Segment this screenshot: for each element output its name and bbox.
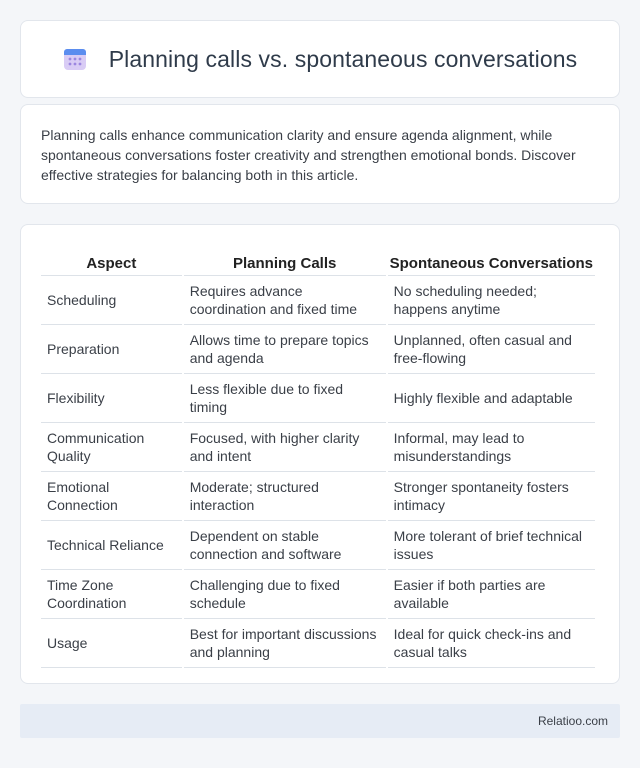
table-row — [41, 374, 595, 423]
planning-cell: Moderate; structured interaction — [184, 472, 386, 521]
table-row — [41, 472, 595, 521]
table-header-row — [41, 244, 595, 276]
planning-cell: Dependent on stable connection and software — [184, 521, 386, 570]
table-row — [41, 570, 595, 619]
table-row — [41, 423, 595, 472]
title-wrap — [63, 46, 578, 73]
title-card — [20, 20, 620, 98]
spontaneous-cell: More tolerant of brief technical issues — [388, 521, 595, 570]
spontaneous-cell: Highly flexible and adaptable — [388, 374, 595, 423]
planning-cell: Focused, with higher clarity and intent — [184, 423, 386, 472]
table-row — [41, 276, 595, 325]
aspect-cell: Emotional Connection — [41, 472, 182, 521]
aspect-cell: Preparation — [41, 325, 182, 374]
aspect-cell: Scheduling — [41, 276, 182, 325]
comparison-table — [39, 244, 597, 668]
comparison-card — [20, 224, 620, 684]
aspect-cell: Technical Reliance — [41, 521, 182, 570]
spontaneous-cell: No scheduling needed; happens anytime — [388, 276, 595, 325]
header-planning-calls: Planning Calls — [184, 244, 386, 276]
calendar-icon — [63, 47, 87, 71]
aspect-cell: Communication Quality — [41, 423, 182, 472]
table-row — [41, 521, 595, 570]
planning-cell: Allows time to prepare topics and agenda — [184, 325, 386, 374]
header-aspect: Aspect — [41, 244, 182, 276]
footer-bar — [20, 704, 620, 738]
spontaneous-cell: Informal, may lead to misunderstandings — [388, 423, 595, 472]
spontaneous-cell: Stronger spontaneity fosters intimacy — [388, 472, 595, 521]
spontaneous-cell: Unplanned, often casual and free-flowing — [388, 325, 595, 374]
planning-cell: Requires advance coordination and fixed time — [184, 276, 386, 325]
header-spontaneous-conversations: Spontaneous Conversations — [388, 244, 595, 276]
intro-text: Planning calls enhance communication clarity and ensure agenda alignment, while spontaneous conversations foster creativity and strengthen emotional bonds. Discover effective strategies for balancing both in this article. — [41, 127, 576, 183]
footer-brand[interactable]: Relatioo.com — [537, 714, 608, 728]
spontaneous-cell: Easier if both parties are available — [388, 570, 595, 619]
spontaneous-cell: Ideal for quick check-ins and casual talks — [388, 619, 595, 668]
intro-card — [20, 104, 620, 204]
page-title: Planning calls vs. spontaneous conversations — [108, 45, 578, 72]
table-row — [41, 619, 595, 668]
planning-cell: Less flexible due to fixed timing — [184, 374, 386, 423]
table-row — [41, 325, 595, 374]
aspect-cell: Usage — [41, 619, 182, 668]
planning-cell: Challenging due to fixed schedule — [184, 570, 386, 619]
aspect-cell: Flexibility — [41, 374, 182, 423]
aspect-cell: Time Zone Coordination — [41, 570, 182, 619]
planning-cell: Best for important discussions and planning — [184, 619, 386, 668]
